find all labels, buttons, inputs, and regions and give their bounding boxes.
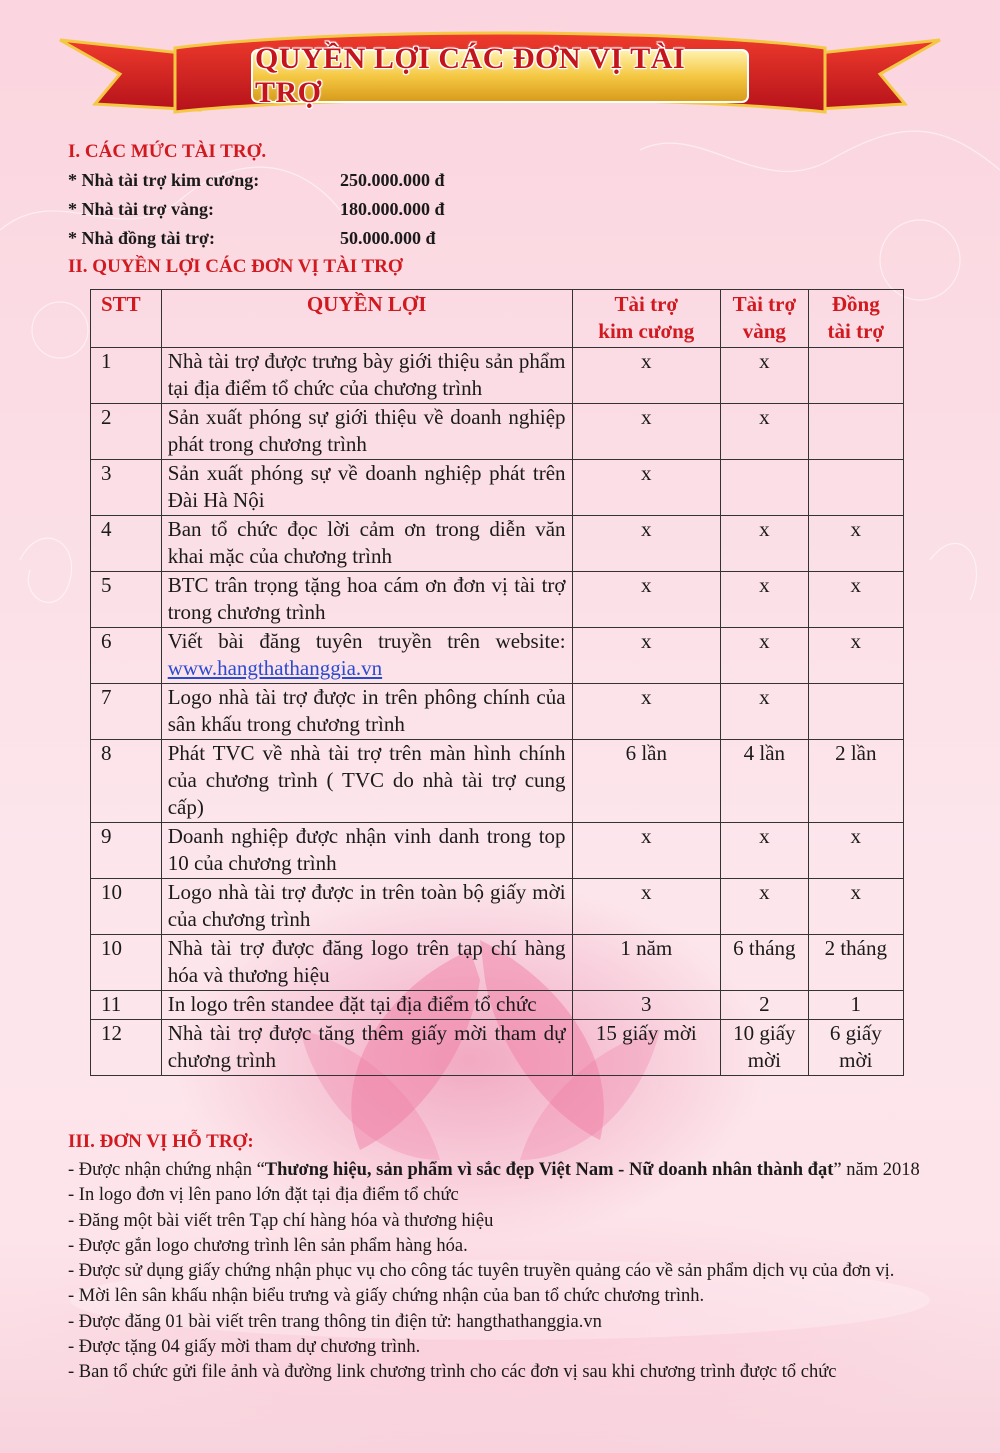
level-amount: 250.000.000 đ: [340, 170, 445, 190]
row-gold: x: [721, 572, 809, 628]
row-diamond: 6 lần: [572, 740, 721, 823]
list-item: - Được đăng 01 bài viết trên trang thông tin điện tử: hangthathanggia.vn: [68, 1311, 602, 1332]
table-row: [91, 628, 904, 684]
table-row: [91, 404, 904, 460]
list-item: - Mời lên sân khấu nhận biểu trưng và giấy chứng nhận của ban tổ chức chương trình.: [68, 1286, 705, 1307]
list-item: [68, 1158, 968, 1183]
row-gold: x: [721, 823, 809, 879]
header-diamond: [572, 290, 721, 348]
table-row: [91, 935, 904, 991]
row-diamond: 15 giấy mời: [572, 1020, 721, 1076]
row-stt: 11: [91, 991, 162, 1020]
row-gold: x: [721, 684, 809, 740]
row-diamond: x: [572, 404, 721, 460]
row-co-sponsor: x: [808, 572, 903, 628]
row-co-sponsor: 2 lần: [808, 740, 903, 823]
sponsor-rights-table: [90, 289, 904, 1076]
row-stt: 1: [91, 348, 162, 404]
row-co-sponsor: x: [808, 879, 903, 935]
row-right: Sản xuất phóng sự về doanh nghiệp phát trên Đài Hà Nội: [161, 460, 572, 516]
row-co-sponsor: [808, 460, 903, 516]
level-row-diamond: [68, 166, 968, 195]
row-co-sponsor: x: [808, 823, 903, 879]
header-gold: [721, 290, 809, 348]
row-diamond: x: [572, 684, 721, 740]
table-row: [91, 879, 904, 935]
item1-prefix: - Được nhận chứng nhận “: [68, 1160, 265, 1180]
header-co-sponsor: [808, 290, 903, 348]
level-name: * Nhà đồng tài trợ:: [68, 228, 215, 248]
row-co-sponsor: 1: [808, 991, 903, 1020]
table-row: [91, 572, 904, 628]
row-stt: 6: [91, 628, 162, 684]
row-right: BTC trân trọng tặng hoa cám ơn đơn vị tài trợ trong chương trình: [161, 572, 572, 628]
website-link[interactable]: www.hangthathanggia.vn: [167, 656, 383, 680]
row-stt: 3: [91, 460, 162, 516]
row-right: Doanh nghiệp được nhận vinh danh trong top 10 của chương trình: [161, 823, 572, 879]
table-row: [91, 991, 904, 1020]
row-right: Logo nhà tài trợ được in trên phông chính của sân khấu trong chương trình: [161, 684, 572, 740]
row-gold: x: [721, 879, 809, 935]
level-amount: 180.000.000 đ: [340, 199, 445, 219]
support-list: [68, 1158, 968, 1386]
row-stt: 5: [91, 572, 162, 628]
banner-title: QUYỀN LỢI CÁC ĐƠN VỊ TÀI TRỢ: [255, 42, 686, 109]
row-co-sponsor: x: [808, 516, 903, 572]
row-stt: 10: [91, 879, 162, 935]
section-1-heading: I. CÁC MỨC TÀI TRỢ.: [68, 141, 267, 162]
table-row: [91, 684, 904, 740]
header-right: QUYỀN LỢI: [161, 290, 572, 348]
row-right: Ban tổ chức đọc lời cảm ơn trong diễn văn khai mặc của chương trình: [161, 516, 572, 572]
header-stt: STT: [91, 290, 162, 348]
list-item: - In logo đơn vị lên pano lớn đặt tại địa điểm tổ chức: [68, 1185, 459, 1206]
row-right: Phát TVC về nhà tài trợ trên màn hình chính của chương trình ( TVC do nhà tài trợ cung cấp): [161, 740, 572, 823]
level-amount: 50.000.000 đ: [340, 228, 436, 248]
row-stt: 9: [91, 823, 162, 879]
table-row: [91, 348, 904, 404]
row-co-sponsor: 2 tháng: [808, 935, 903, 991]
row-diamond: 3: [572, 991, 721, 1020]
row-diamond: x: [572, 823, 721, 879]
row-stt: 8: [91, 740, 162, 823]
level-row-co-sponsor: [68, 224, 968, 253]
row-diamond: 1 năm: [572, 935, 721, 991]
section-3-heading: III. ĐƠN VỊ HỖ TRỢ:: [68, 1131, 254, 1152]
header-diamond-line2: kim cương: [598, 319, 695, 343]
table-row: [91, 740, 904, 823]
section-2-heading: II. QUYỀN LỢI CÁC ĐƠN VỊ TÀI TRỢ: [68, 256, 403, 277]
row-right-text: Viết bài đăng tuyên truyền trên website:: [167, 629, 566, 653]
row-stt: 12: [91, 1020, 162, 1076]
table-row: [91, 823, 904, 879]
row-gold: 2: [721, 991, 809, 1020]
row-stt: 7: [91, 684, 162, 740]
row-gold: [721, 460, 809, 516]
support-units-section: [68, 1128, 968, 1386]
level-name: * Nhà tài trợ vàng:: [68, 199, 214, 219]
row-co-sponsor: 6 giấy mời: [808, 1020, 903, 1076]
row-gold: 10 giấy mời: [721, 1020, 809, 1076]
list-item: - Được tặng 04 giấy mời tham dự chương trình.: [68, 1337, 421, 1358]
row-gold: x: [721, 348, 809, 404]
row-right: Sản xuất phóng sự giới thiệu về doanh nghiệp phát trong chương trình: [161, 404, 572, 460]
list-item: - Được gắn logo chương trình lên sản phẩm hàng hóa.: [68, 1235, 468, 1256]
row-right: In logo trên standee đặt tại địa điểm tổ chức: [161, 991, 572, 1020]
header-gold-line2: vàng: [742, 319, 786, 343]
row-diamond: x: [572, 348, 721, 404]
list-item: - Được sử dụng giấy chứng nhận phục vụ cho công tác tuyên truyền quảng cáo về sản phẩm dịch vụ của đơn vị.: [68, 1261, 895, 1282]
title-banner: [0, 0, 1000, 130]
table-row: [91, 1020, 904, 1076]
row-right: Nhà tài trợ được trưng bày giới thiệu sản phẩm tại địa điểm tổ chức của chương trình: [161, 348, 572, 404]
item1-suffix: ” năm 2018: [833, 1160, 920, 1180]
row-gold: 6 tháng: [721, 935, 809, 991]
row-gold: 4 lần: [721, 740, 809, 823]
level-name: * Nhà tài trợ kim cương:: [68, 170, 260, 190]
list-item: - Đăng một bài viết trên Tạp chí hàng hóa và thương hiệu: [68, 1210, 494, 1231]
row-co-sponsor: [808, 348, 903, 404]
header-diamond-line1: Tài trợ: [614, 292, 679, 316]
row-diamond: x: [572, 572, 721, 628]
level-row-gold: [68, 195, 968, 224]
list-item: - Ban tổ chức gửi file ảnh và đường link chương trình cho các đơn vị sau khi chương trình được tổ chức: [68, 1362, 837, 1383]
row-stt: 4: [91, 516, 162, 572]
table-row: [91, 516, 904, 572]
row-diamond: x: [572, 516, 721, 572]
sponsorship-levels-section: [68, 138, 968, 281]
row-diamond: x: [572, 879, 721, 935]
item1-bold: Thương hiệu, sản phẩm vì sắc đẹp Việt Nam - Nữ doanh nhân thành đạt: [264, 1160, 834, 1180]
row-gold: x: [721, 404, 809, 460]
row-stt: 2: [91, 404, 162, 460]
header-co-sponsor-line1: Đồng: [831, 292, 880, 316]
table-header-row: [91, 290, 904, 348]
header-co-sponsor-line2: tài trợ: [827, 319, 885, 343]
row-co-sponsor: [808, 404, 903, 460]
row-right: Nhà tài trợ được đăng logo trên tạp chí hàng hóa và thương hiệu: [161, 935, 572, 991]
table-row: [91, 460, 904, 516]
row-gold: x: [721, 516, 809, 572]
row-right: Logo nhà tài trợ được in trên toàn bộ giấy mời của chương trình: [161, 879, 572, 935]
row-co-sponsor: x: [808, 628, 903, 684]
row-diamond: x: [572, 460, 721, 516]
row-stt: 10: [91, 935, 162, 991]
row-diamond: x: [572, 628, 721, 684]
row-right: Nhà tài trợ được tăng thêm giấy mời tham dự chương trình: [161, 1020, 572, 1076]
header-gold-line1: Tài trợ: [732, 292, 797, 316]
row-gold: x: [721, 628, 809, 684]
row-co-sponsor: [808, 684, 903, 740]
row-right-with-link: [161, 628, 572, 684]
